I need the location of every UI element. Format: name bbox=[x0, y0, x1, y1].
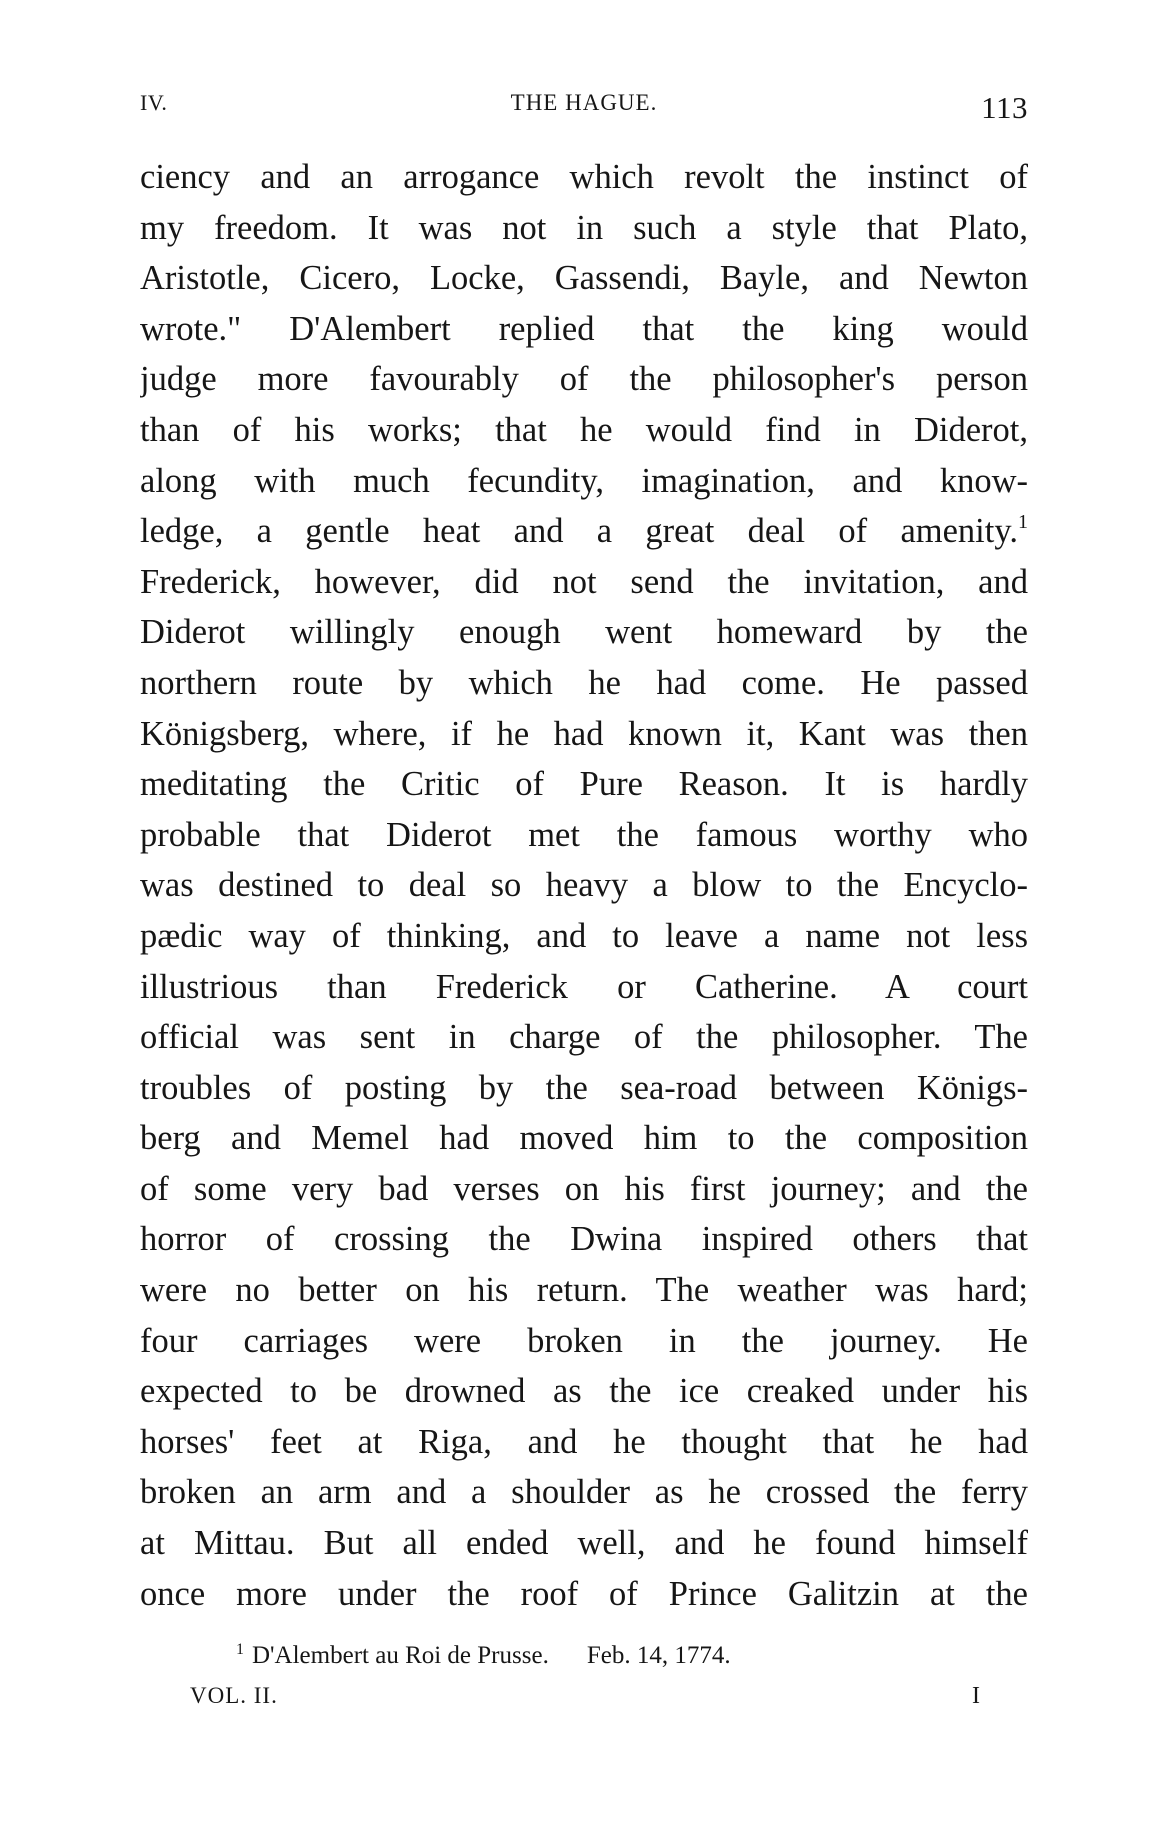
text-line: than of his works; that he would find in Diderot, bbox=[140, 410, 1028, 449]
footnote-mark: 1 bbox=[236, 1641, 244, 1659]
running-title: THE HAGUE. bbox=[510, 90, 658, 115]
signature-mark: I bbox=[972, 1683, 980, 1710]
text-line: meditating the Critic of Pure Reason. It is hardly bbox=[140, 765, 1028, 804]
text-line: berg and Memel had moved him to the composition bbox=[140, 1119, 1028, 1158]
text-line: my freedom. It was not in such a style that Plato, bbox=[140, 208, 1028, 247]
text-line-with-footnote bbox=[140, 506, 1028, 557]
text-line-content: ledge, a gentle heat and a great deal of amenity. bbox=[140, 512, 1018, 551]
text-line: probable that Diderot met the famous worthy who bbox=[140, 815, 1028, 854]
text-line: judge more favourably of the philosopher's person bbox=[140, 360, 1028, 399]
text-line: Frederick, however, did not send the invitation, and bbox=[140, 562, 1028, 601]
text-line: wrote." D'Alembert replied that the king would bbox=[140, 309, 1028, 348]
text-line: at Mittau. But all ended well, and he found himself bbox=[140, 1524, 1028, 1563]
text-line: were no better on his return. The weather was hard; bbox=[140, 1271, 1028, 1310]
text-line: Königsberg, where, if he had known it, Kant was then bbox=[140, 714, 1028, 753]
text-line: of some very bad verses on his first journey; and the bbox=[140, 1169, 1028, 1208]
text-line: along with much fecundity, imagination, and know- bbox=[140, 461, 1028, 500]
text-line: four carriages were broken in the journey. He bbox=[140, 1321, 1028, 1360]
chapter-number: IV. bbox=[140, 90, 168, 115]
text-line: expected to be drowned as the ice creaked under his bbox=[140, 1372, 1028, 1411]
body-text bbox=[140, 152, 1028, 1619]
text-line: horror of crossing the Dwina inspired others that bbox=[140, 1220, 1028, 1259]
text-line: once more under the roof of Prince Galitzin at the bbox=[140, 1574, 1028, 1613]
footnote-date: Feb. 14, 1774. bbox=[586, 1642, 731, 1670]
book-page bbox=[140, 80, 1028, 1719]
footnote bbox=[140, 1633, 1028, 1673]
text-line: horses' feet at Riga, and he thought that he had bbox=[140, 1422, 1028, 1461]
text-line: illustrious than Frederick or Catherine. A court bbox=[140, 967, 1028, 1006]
text-line: broken an arm and a shoulder as he crossed the ferry bbox=[140, 1473, 1028, 1512]
footnote-text: D'Alembert au Roi de Prusse. bbox=[252, 1642, 549, 1670]
text-line: ciency and an arrogance which revolt the instinct of bbox=[140, 158, 1028, 196]
signature-line bbox=[140, 1679, 1028, 1719]
footnote-reference: 1 bbox=[1018, 511, 1028, 534]
text-line: official was sent in charge of the philosopher. The bbox=[140, 1018, 1028, 1057]
running-head bbox=[140, 80, 1028, 130]
volume-label: VOL. II. bbox=[190, 1683, 278, 1709]
text-line: was destined to deal so heavy a blow to the Encyclo- bbox=[140, 866, 1028, 905]
text-line: Aristotle, Cicero, Locke, Gassendi, Bayle, and Newton bbox=[140, 259, 1028, 298]
text-line: troubles of posting by the sea-road between Königs- bbox=[140, 1068, 1028, 1107]
text-line: pædic way of thinking, and to leave a name not less bbox=[140, 916, 1028, 955]
text-line: northern route by which he had come. He passed bbox=[140, 663, 1028, 702]
page-number: 113 bbox=[981, 90, 1028, 125]
text-line: Diderot willingly enough went homeward by the bbox=[140, 613, 1028, 652]
